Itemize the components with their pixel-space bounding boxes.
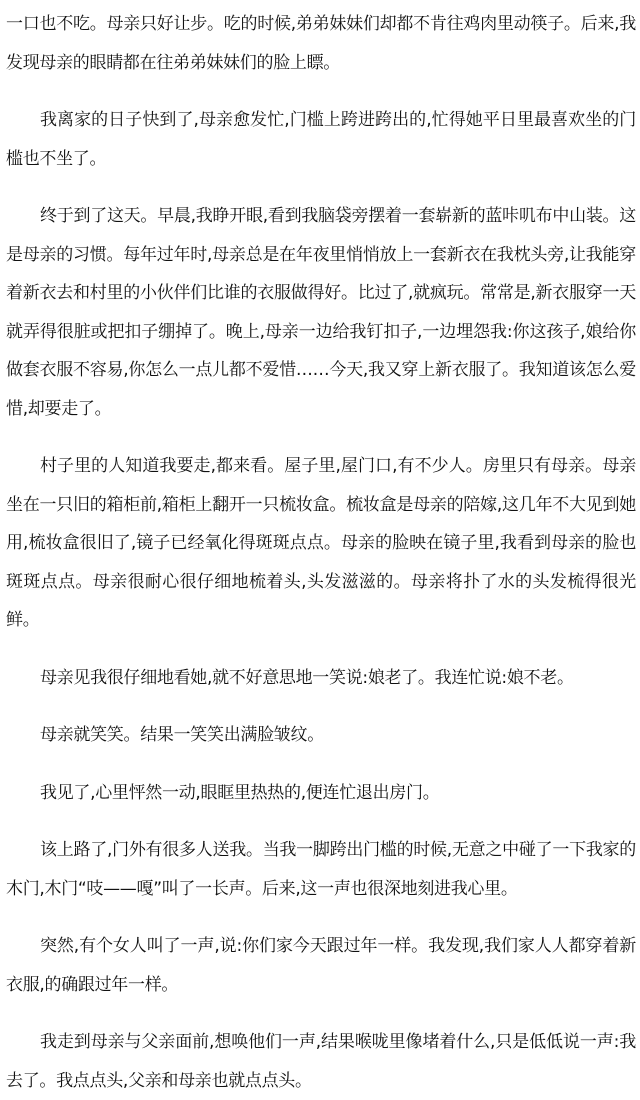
- paragraph-1: 一口也不吃。母亲只好让步。吃的时候,弟弟妹妹们却都不肯往鸡肉里动筷子。后来,我发现母亲的眼睛都在往弟弟妹妹们的脸上瞟。: [6, 14, 636, 73]
- paragraph-7: 我见了,心里怦然一动,眼眶里热热的,便连忙退出房门。: [40, 782, 440, 803]
- paragraph-2: 我离家的日子快到了,母亲愈发忙,门槛上跨进跨出的,忙得她平日里最喜欢坐的门槛也不坐了。: [6, 110, 636, 169]
- paragraph-3: 终于到了这天。早晨,我睁开眼,看到我脑袋旁摆着一套崭新的蓝咔叽布中山装。这是母亲的习惯。每年过年时,母亲总是在年夜里悄悄放上一套新衣在我枕头旁,让我能穿着新衣去和村里的小伙伴们比谁的衣服做得好。比过了,就疯玩。常常是,新衣服穿一天就弄得很脏或把扣子绷掉了。晚上,母亲一边给我钉扣子,一边埋怨我:你这孩子,娘给你做套衣服不容易,你怎么一点儿都不爱惜……今天,我又穿上新衣服了。我知道该怎么爱惜,却要走了。: [6, 206, 636, 419]
- paragraph-9: 突然,有个女人叫了一声,说:你们家今天跟过年一样。我发现,我们家人人都穿着新衣服,的确跟过年一样。: [6, 936, 636, 995]
- paragraph-10: 我走到母亲与父亲面前,想唤他们一声,结果喉咙里像堵着什么,只是低低说一声:我去了。我点点头,父亲和母亲也就点点头。: [6, 1032, 636, 1091]
- paragraph-8: 该上路了,门外有很多人送我。当我一脚跨出门槛的时候,无意之中碰了一下我家的木门,木门“吱——嘎”叫了一长声。后来,这一声也很深地刻进我心里。: [6, 840, 636, 899]
- paragraph-6: 母亲就笑笑。结果一笑笑出满脸皱纹。: [40, 725, 324, 745]
- paragraph-5: 母亲见我很仔细地看她,就不好意思地一笑说:娘老了。我连忙说:娘不老。: [40, 667, 574, 688]
- paragraph-4: 村子里的人知道我要走,都来看。屋子里,屋门口,有不少人。房里只有母亲。母亲坐在一只旧的箱柜前,箱柜上翻开一只梳妆盒。梳妆盒是母亲的陪嫁,这几年不大见到她用,梳妆盒很旧了,镜子已经氧化得斑斑点点。母亲的脸映在镜子里,我看到母亲的脸也斑斑点点。母亲很耐心很仔细地梳着头,头发滋滋的。母亲将扑了水的头发梳得很光鲜。: [6, 456, 636, 630]
